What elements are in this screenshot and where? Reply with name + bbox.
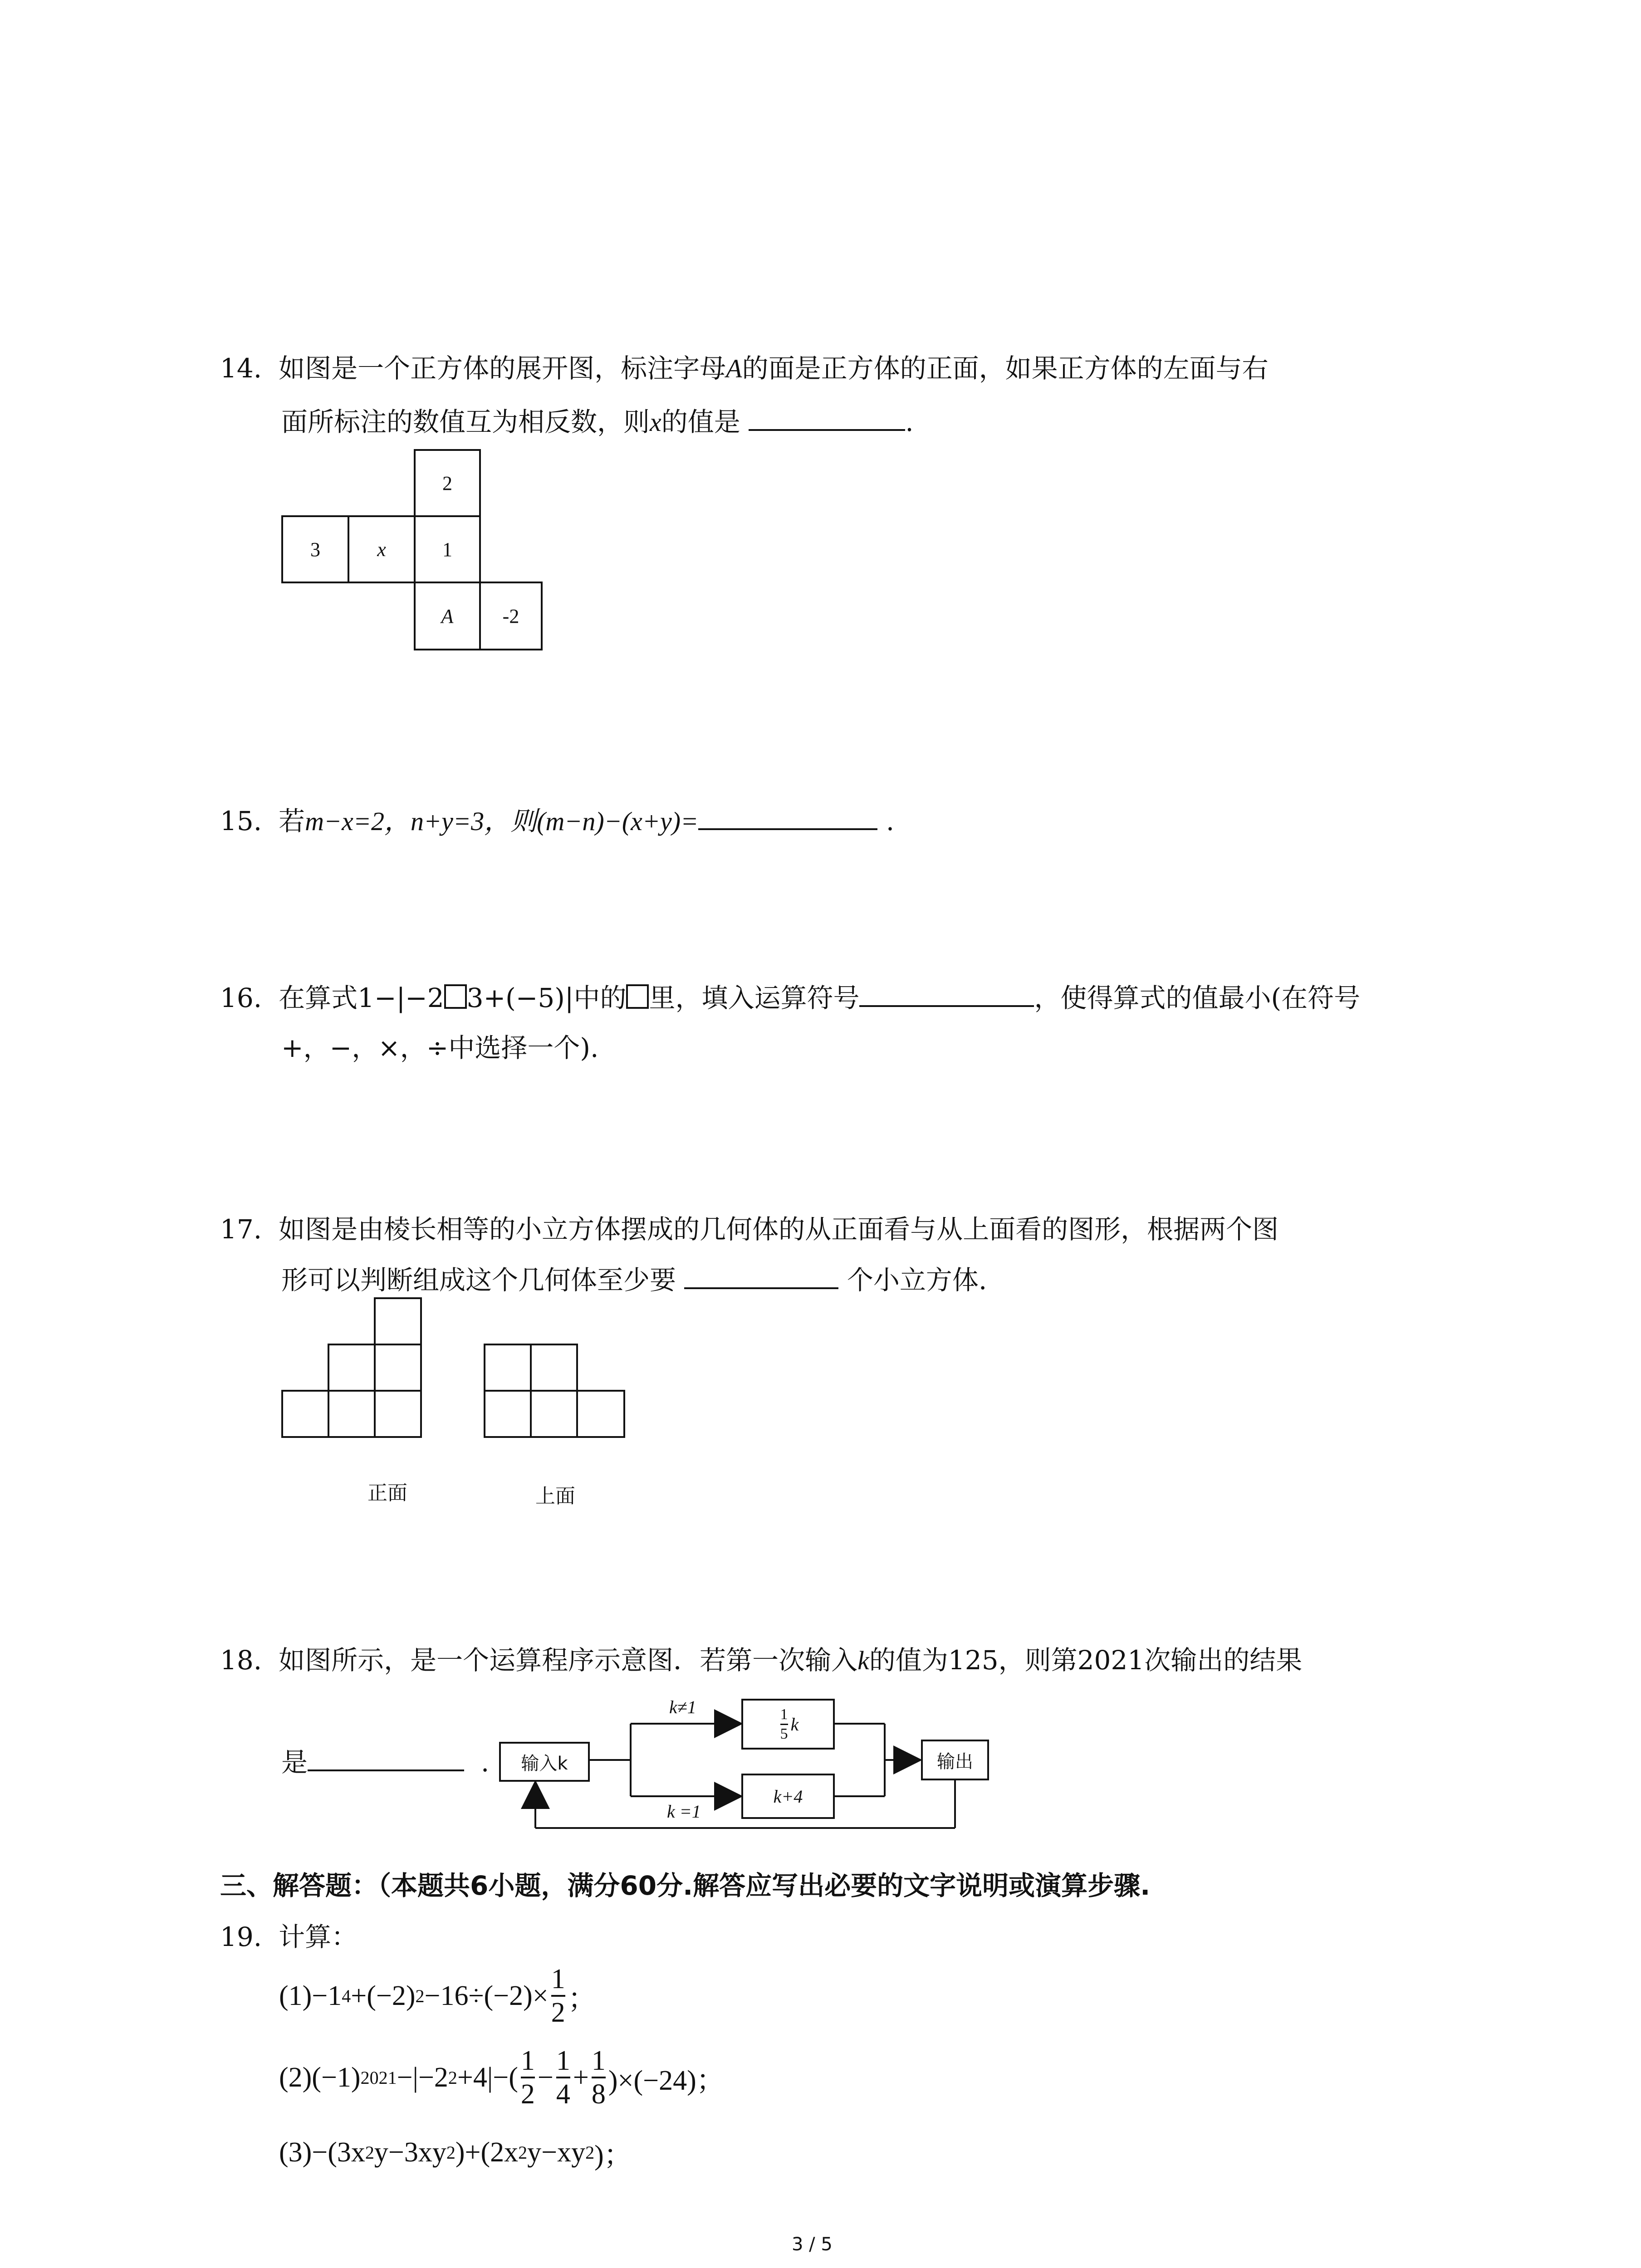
q18-number: 18.	[220, 1645, 262, 1676]
q18-line1: 18. 如图所示，是一个运算程序示意图．若第一次输入k的值为125，则第2021次输出的结果	[220, 1645, 1303, 1676]
cond-bottom-label: k =1	[667, 1801, 701, 1822]
cond-top-label: k≠1	[669, 1697, 696, 1717]
fraction: $\frac{1}{2}$	[551, 1964, 565, 2028]
page-number: 3 / 5	[792, 2234, 833, 2255]
flow-op-bottom-box: k+4	[741, 1774, 835, 1819]
q14-line2: 面所标注的数值互为相反数，则x的值是 .	[281, 399, 914, 445]
q19-title: 19. 计算：	[220, 1921, 358, 1952]
front-view-label: 正面	[367, 1481, 407, 1505]
flow-op-top-box: $\frac{1}{5}$ k	[741, 1699, 835, 1750]
q16-line2: +，−，×，÷中选择一个).	[281, 1032, 599, 1063]
fraction: $\frac{1}{2}$	[520, 2045, 535, 2110]
top-view-label: 上面	[535, 1485, 575, 1508]
q14-number: 14.	[220, 353, 262, 384]
q14-line1: 14. 如图是一个正方体的展开图，标注字母A的面是正方体的正面，如果正方体的左面与右	[220, 353, 1269, 384]
flow-output-box: 输出	[921, 1740, 989, 1780]
q15-number: 15.	[220, 806, 262, 836]
op-top-fraction: $\frac{1}{5}$	[780, 1706, 788, 1742]
net-cell-3: 3	[281, 515, 349, 583]
q19-part1: (1)−1 4 +(−2) 2 −16÷(−2)× $\frac{1}{2}$ ；	[279, 1964, 596, 2028]
q19-number: 19.	[220, 1921, 262, 1952]
fraction: $\frac{1}{4}$	[556, 2045, 570, 2110]
flow-input-box: 输入k	[499, 1742, 590, 1782]
net-cell-2: 2	[414, 449, 481, 517]
q16-number: 16.	[220, 982, 262, 1013]
net-cell-1: 1	[414, 515, 481, 583]
fraction: $\frac{1}{8}$	[591, 2045, 606, 2110]
q15-line: 15. 若m−x=2，n+y=3，则(m−n)−(x+y)= .	[220, 798, 894, 844]
q19-part3: (3)−(3x 2 y−3xy 2 )+(2x 2 y−xy 2 )；	[279, 2136, 632, 2171]
q19-part2: (2)(−1) 2021 −|−2 2 +4|−( $\frac{1}{2}$ − $\frac{1}{4}$ + $\frac{1}{8}$ )×(−24)；	[279, 2045, 725, 2110]
net-cell-A: A	[414, 582, 481, 650]
q16-line1: 16. 在算式1−|−2 3+(−5)|中的 里，填入运算符号 ，使得算式的值最小(在符号	[220, 975, 1360, 1021]
q18-line2: 是 .	[281, 1740, 489, 1785]
q17-line1: 17. 如图是由棱长相等的小立方体摆成的几何体的从正面看与从上面看的图形，根据两个图	[220, 1214, 1279, 1245]
section-3-heading: 三、解答题：（本题共6小题，满分60分.解答应写出必要的文字说明或演算步骤.	[220, 1870, 1151, 1901]
net-cell-neg2: -2	[479, 582, 543, 650]
q17-number: 17.	[220, 1214, 262, 1245]
q17-line2: 形可以判断组成这个几何体至少要 个小立方体.	[281, 1257, 987, 1303]
net-cell-x: x	[348, 515, 416, 583]
